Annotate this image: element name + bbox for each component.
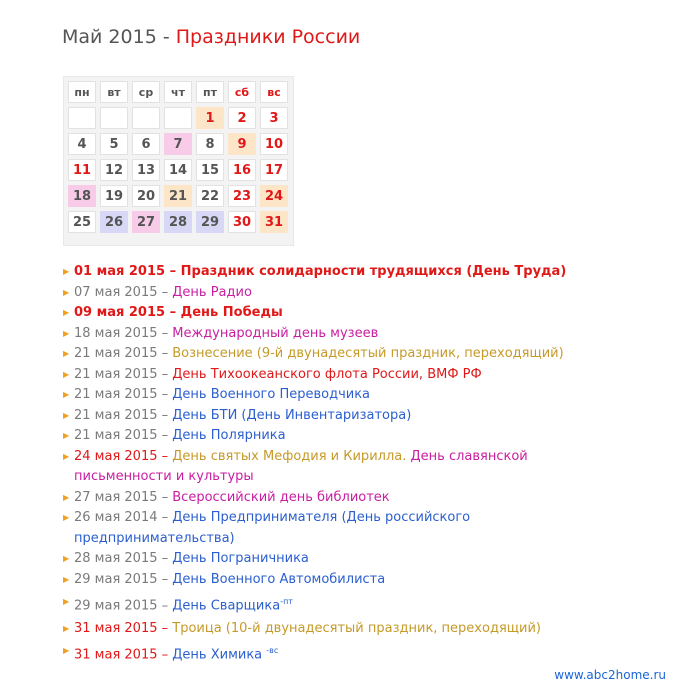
separator: – [161, 366, 169, 382]
holiday-date: 09 мая 2015 [74, 305, 166, 320]
calendar-day: 10 [260, 133, 288, 155]
holiday-name: Праздник солидарности трудящихся (День Труда) [180, 264, 567, 279]
weekday-tue: вт [100, 81, 128, 103]
list-item [62, 592, 622, 617]
weekday-fri: пт [196, 81, 224, 103]
calendar-day: 8 [196, 133, 224, 155]
calendar-day: 4 [68, 133, 96, 155]
calendar-day: 30 [228, 211, 256, 233]
holiday-name: День Победы [180, 305, 283, 320]
separator: – [161, 407, 169, 423]
calendar-empty-cell [68, 107, 96, 129]
holiday-name: День святых Мефодия и Кирилла. [172, 448, 407, 464]
holiday-date: 21 мая 2015 [74, 387, 158, 402]
holiday-date: 31 мая 2015 [74, 647, 158, 663]
triangle-bullet-icon: ▶ [63, 369, 70, 379]
weekday-sat: сб [228, 81, 256, 103]
calendar-day: 5 [100, 133, 128, 155]
triangle-bullet-icon: ▶ [63, 451, 70, 461]
weekday-thu: чт [164, 81, 192, 103]
list-item [62, 641, 622, 666]
calendar-day: 1 [196, 107, 224, 129]
list-item [62, 262, 622, 283]
holiday-date: 28 мая 2015 [74, 551, 158, 566]
title-month: Май 2015 - [62, 26, 170, 48]
holiday-name: День БТИ (День Инвентаризатора) [172, 407, 412, 423]
calendar-day: 20 [132, 185, 160, 207]
list-item [62, 549, 622, 570]
holiday-date: 24 мая 2015 [74, 448, 158, 464]
calendar-day: 14 [164, 159, 192, 181]
holiday-name: День Химика [172, 647, 263, 663]
list-item [62, 324, 622, 345]
separator: – [161, 325, 169, 341]
separator: – [161, 489, 169, 505]
title-subtitle: Праздники России [175, 26, 361, 48]
calendar [63, 76, 294, 246]
holiday-name: Вознесение (9-й двунадесятый праздник, переходящий) [172, 346, 564, 361]
holiday-date: 18 мая 2015 [74, 325, 158, 341]
calendar-day: 24 [260, 185, 288, 207]
holiday-name: День Военного Переводчика [172, 387, 371, 402]
calendar-day: 13 [132, 159, 160, 181]
calendar-day: 15 [196, 159, 224, 181]
holiday-date: 01 мая 2015 [74, 264, 166, 279]
list-item [62, 303, 622, 324]
holiday-date: 31 мая 2015 [74, 620, 158, 636]
list-item [62, 570, 622, 591]
calendar-empty-cell [100, 107, 128, 129]
triangle-bullet-icon: ▶ [63, 308, 70, 317]
holiday-name: День Тихоокеанского флота России, ВМФ РФ [172, 366, 482, 382]
calendar-day: 6 [132, 133, 160, 155]
calendar-day: 23 [228, 185, 256, 207]
triangle-bullet-icon: ▶ [63, 554, 70, 563]
calendar-day: 9 [228, 133, 256, 155]
triangle-bullet-icon: ▶ [63, 349, 70, 358]
calendar-day: 2 [228, 107, 256, 129]
list-item [62, 344, 622, 365]
page-title [62, 26, 360, 48]
holiday-date: 21 мая 2015 [74, 407, 158, 423]
holiday-superscript: -вс [266, 646, 279, 656]
separator: – [161, 647, 169, 663]
separator: – [161, 510, 169, 525]
holiday-name: День Полярника [172, 428, 286, 443]
triangle-bullet-icon: ▶ [63, 646, 70, 656]
triangle-bullet-icon: ▶ [63, 328, 70, 338]
list-item [62, 619, 622, 640]
weekday-sun: вс [260, 81, 288, 103]
calendar-day: 18 [68, 185, 96, 207]
calendar-day: 27 [132, 211, 160, 233]
calendar-empty-cell [164, 107, 192, 129]
holiday-list [62, 262, 622, 666]
calendar-day: 21 [164, 185, 192, 207]
holiday-date: 21 мая 2015 [74, 346, 158, 361]
triangle-bullet-icon: ▶ [63, 267, 70, 276]
list-item [62, 508, 622, 549]
separator: – [169, 264, 177, 279]
calendar-day: 19 [100, 185, 128, 207]
triangle-bullet-icon: ▶ [63, 513, 70, 522]
separator: – [161, 598, 169, 614]
triangle-bullet-icon: ▶ [63, 287, 70, 297]
separator: – [161, 284, 169, 300]
triangle-bullet-icon: ▶ [63, 410, 70, 420]
triangle-bullet-icon: ▶ [63, 623, 70, 633]
holiday-name-extra: День славянской письменности и культуры [74, 448, 528, 484]
holiday-date: 21 мая 2015 [74, 428, 158, 443]
holiday-date: 27 мая 2015 [74, 489, 158, 505]
calendar-day: 26 [100, 211, 128, 233]
list-item [62, 488, 622, 509]
weekday-wed: ср [132, 81, 160, 103]
holiday-date: 29 мая 2015 [74, 598, 158, 614]
triangle-bullet-icon: ▶ [63, 492, 70, 502]
holiday-name: Троица (10-й двунадесятый праздник, переходящий) [172, 620, 541, 636]
list-item [62, 283, 622, 304]
triangle-bullet-icon: ▶ [63, 574, 70, 584]
calendar-day: 17 [260, 159, 288, 181]
weekday-mon: пн [68, 81, 96, 103]
holiday-date: 07 мая 2015 [74, 284, 158, 300]
separator: – [161, 346, 169, 361]
list-item [62, 447, 622, 488]
calendar-day: 22 [196, 185, 224, 207]
holiday-date: 26 мая 2014 [74, 510, 158, 525]
triangle-bullet-icon: ▶ [63, 597, 70, 606]
list-item [62, 426, 622, 447]
separator: – [161, 387, 169, 402]
holiday-superscript: -пт [280, 597, 293, 606]
separator: – [169, 305, 177, 320]
calendar-day: 31 [260, 211, 288, 233]
calendar-day: 11 [68, 159, 96, 181]
triangle-bullet-icon: ▶ [63, 431, 70, 440]
holiday-name: День Сварщика [172, 598, 281, 614]
calendar-day: 25 [68, 211, 96, 233]
list-item [62, 365, 622, 386]
list-item [62, 385, 622, 406]
separator: – [161, 428, 169, 443]
holiday-name: Международный день музеев [172, 325, 379, 341]
triangle-bullet-icon: ▶ [63, 390, 70, 399]
calendar-day: 3 [260, 107, 288, 129]
calendar-day: 28 [164, 211, 192, 233]
separator: – [161, 620, 169, 636]
site-link[interactable]: www.abc2home.ru [554, 668, 666, 682]
calendar-day: 16 [228, 159, 256, 181]
holiday-name: День Военного Автомобилиста [172, 571, 386, 587]
calendar-day: 7 [164, 133, 192, 155]
calendar-day: 12 [100, 159, 128, 181]
calendar-empty-cell [132, 107, 160, 129]
list-item [62, 406, 622, 427]
calendar-grid [68, 81, 288, 233]
holiday-name: Всероссийский день библиотек [172, 489, 390, 505]
holiday-name: День Пограничника [172, 551, 309, 566]
separator: – [161, 448, 169, 464]
holiday-date: 21 мая 2015 [74, 366, 158, 382]
separator: – [161, 571, 169, 587]
holiday-date: 29 мая 2015 [74, 571, 158, 587]
separator: – [161, 551, 169, 566]
calendar-day: 29 [196, 211, 224, 233]
holiday-name: День Предпринимателя (День российского предпринимательства) [74, 510, 471, 546]
holiday-name: День Радио [172, 284, 252, 300]
